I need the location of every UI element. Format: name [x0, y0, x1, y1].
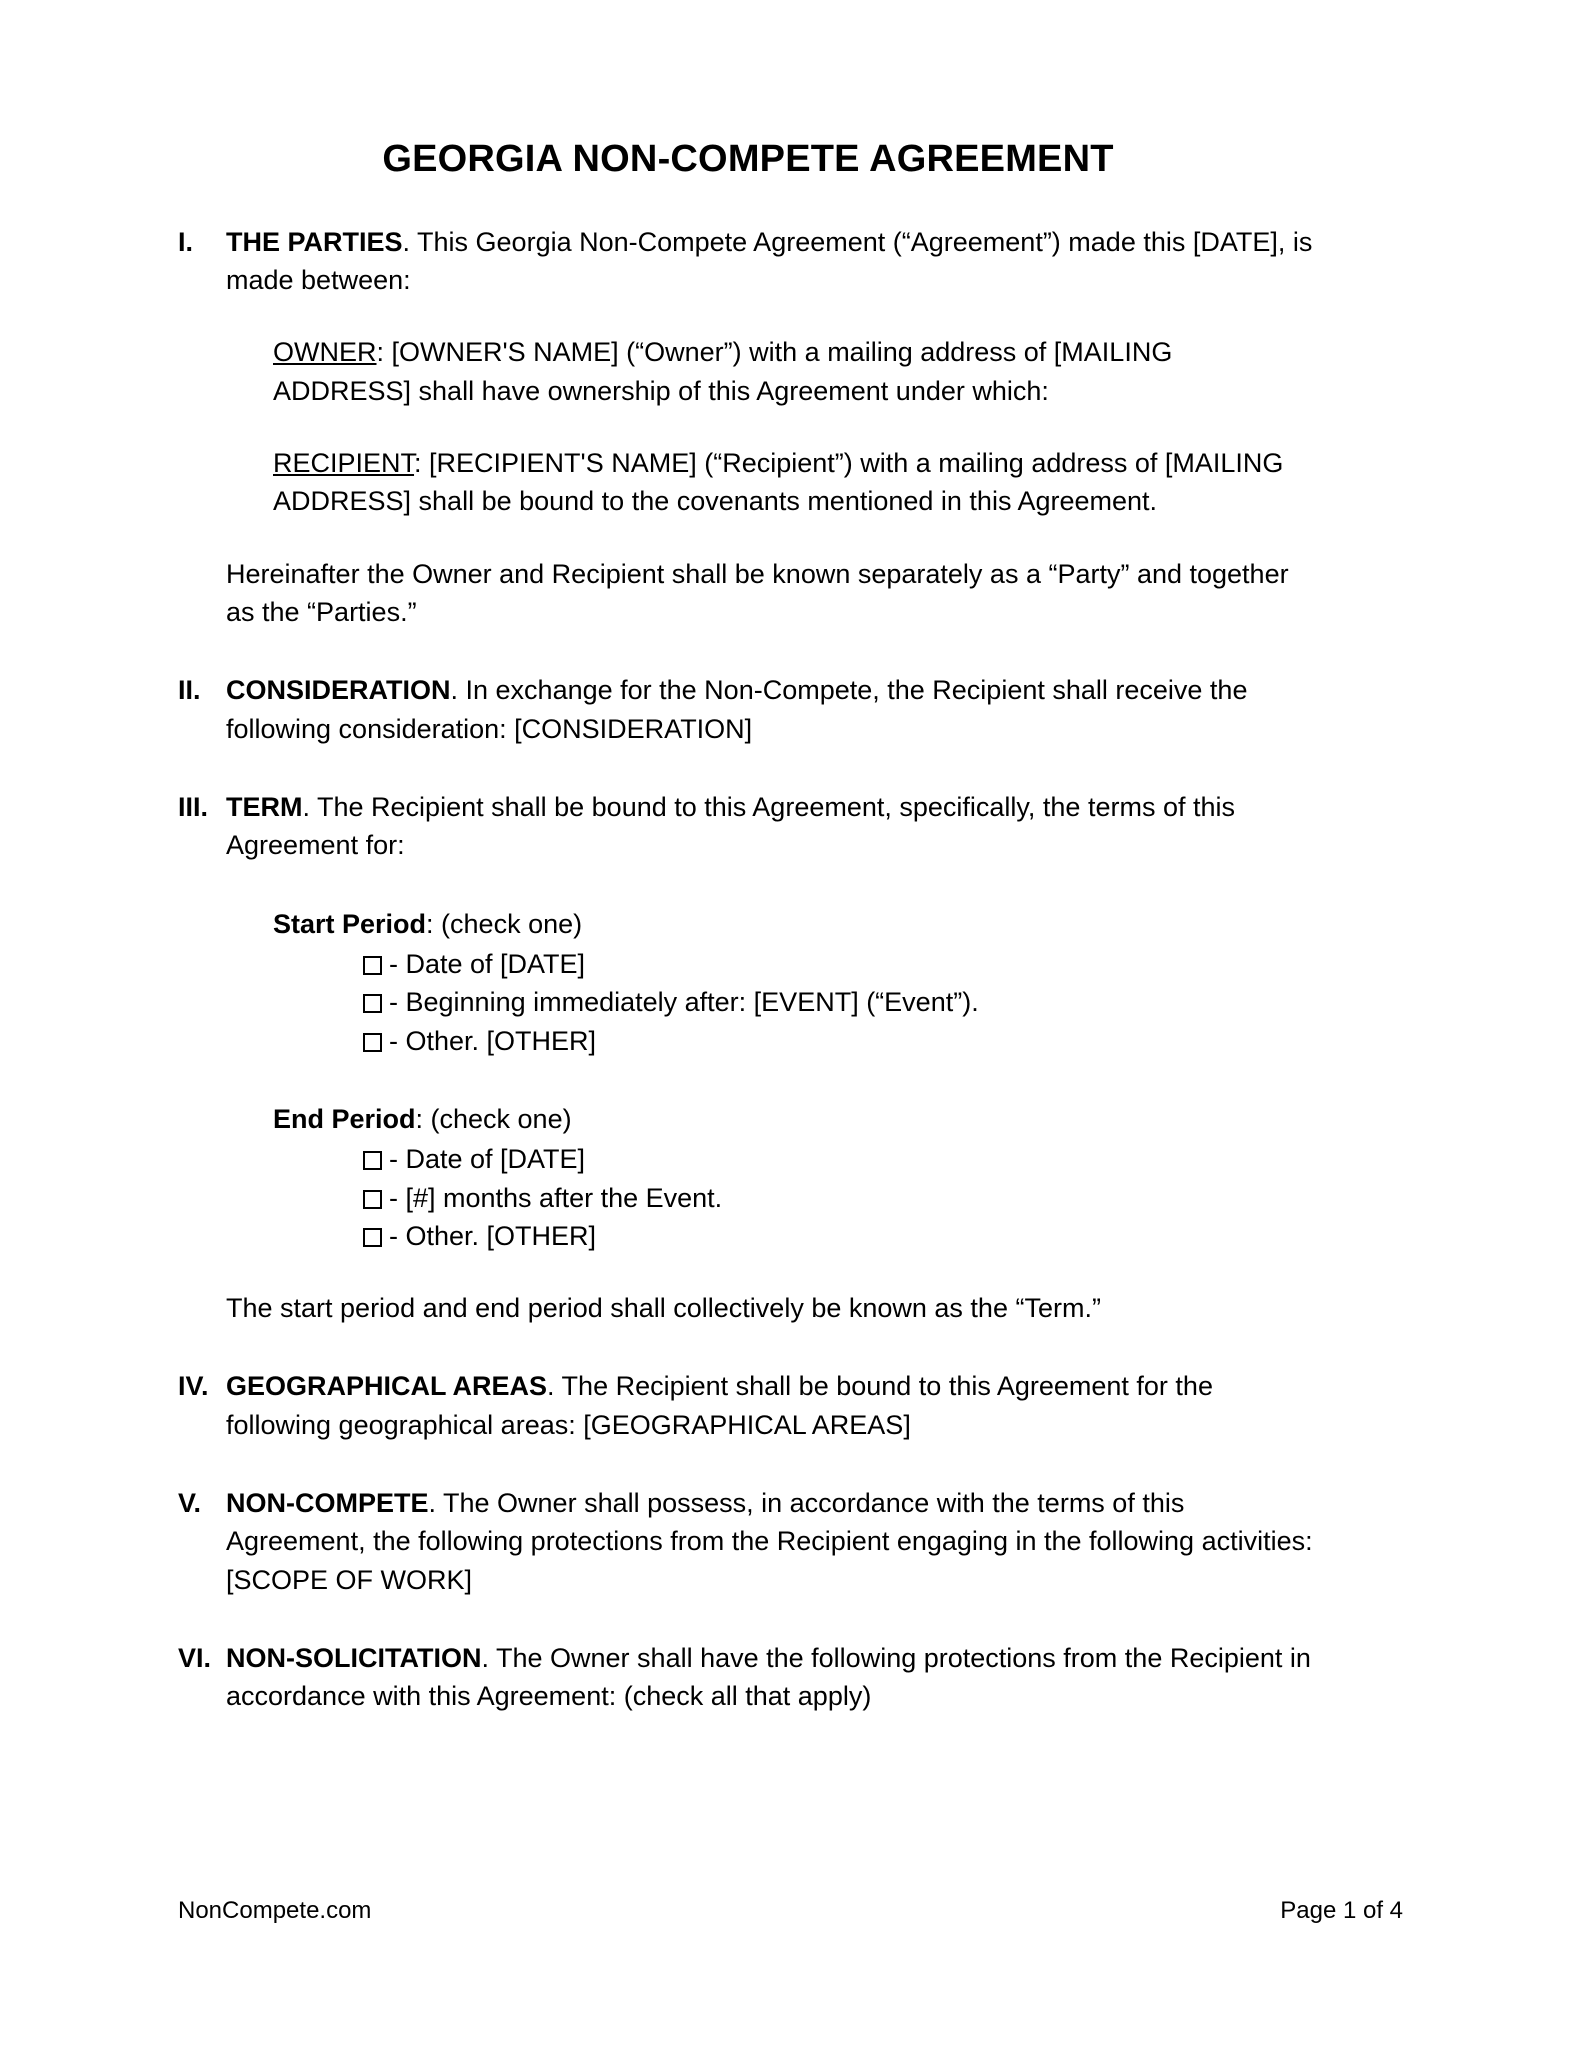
clause-text-non-solicitation: . The Owner shall have the following protections from the Recipient in accordance with this Agreement: (check all that apply)	[226, 1643, 1311, 1712]
clause-heading-the-parties: THE PARTIES	[226, 226, 403, 257]
end-period-option-other[interactable]	[363, 1217, 1318, 1255]
clause-body-geographical-areas	[226, 1367, 1318, 1444]
party-recipient-paragraph	[273, 444, 1303, 521]
clause-text-the-parties: . This Georgia Non-Compete Agreement (“Agreement”) made this [DATE], is made between:	[226, 226, 1313, 295]
clause-body-non-compete	[226, 1484, 1318, 1599]
clause-heading-term: TERM	[226, 791, 303, 822]
clause-numeral-iv: IV.	[178, 1371, 209, 1402]
clause-heading-non-compete: NON-COMPETE	[226, 1488, 429, 1519]
start-period-heading	[273, 905, 1318, 943]
end-period-label: End Period	[273, 1103, 416, 1134]
hereinafter-paragraph: Hereinafter the Owner and Recipient shall be known separately as a “Party” and together as the “Parties.”	[226, 558, 1289, 627]
start-period-option-date-label: - Date of [DATE]	[389, 948, 586, 979]
checkbox-icon[interactable]	[363, 1151, 382, 1170]
end-period-option-other-label: - Other. [OTHER]	[389, 1220, 597, 1251]
clause-numeral-vi: VI.	[178, 1643, 212, 1674]
start-period-option-other-label: - Other. [OTHER]	[389, 1025, 597, 1056]
clause-the-parties	[178, 223, 1318, 300]
clause-term	[178, 788, 1318, 865]
owner-label: OWNER	[273, 337, 377, 368]
clause-consideration	[178, 671, 1318, 748]
clause-body-non-solicitation	[226, 1639, 1318, 1716]
clause-body-consideration	[226, 671, 1318, 748]
end-period-option-date[interactable]	[363, 1140, 1318, 1178]
clause-non-solicitation	[178, 1639, 1318, 1716]
checkbox-icon[interactable]	[363, 956, 382, 975]
clause-text-consideration: . In exchange for the Non-Compete, the Recipient shall receive the following consideration: [CONSIDERATION]	[226, 675, 1248, 744]
checkbox-icon[interactable]	[363, 1228, 382, 1247]
page-footer	[178, 1895, 1403, 1926]
end-period-group	[273, 1100, 1318, 1255]
checkbox-icon[interactable]	[363, 994, 382, 1013]
clause-heading-geographical-areas: GEOGRAPHICAL AREAS	[226, 1371, 548, 1402]
clause-numeral-i: I.	[178, 226, 194, 257]
checkbox-icon[interactable]	[363, 1033, 382, 1052]
clause-numeral-iii: III.	[178, 791, 209, 822]
page-title: GEORGIA NON-COMPETE AGREEMENT	[382, 138, 1114, 180]
start-period-label: Start Period	[273, 908, 427, 939]
start-period-option-other[interactable]	[363, 1022, 1318, 1060]
checkbox-icon[interactable]	[363, 1190, 382, 1209]
end-period-option-date-label: - Date of [DATE]	[389, 1144, 586, 1175]
clause-text-geographical-areas: . The Recipient shall be bound to this Agreement for the following geographical areas: [GEOGRAPHICAL AREAS]	[226, 1371, 1213, 1440]
recipient-label: RECIPIENT	[273, 447, 415, 478]
end-period-option-months-label: - [#] months after the Event.	[389, 1182, 723, 1213]
start-period-option-event[interactable]	[363, 983, 1318, 1021]
footer-page-number: Page 1 of 4	[1280, 1897, 1403, 1924]
clause-numeral-ii: II.	[178, 675, 201, 706]
recipient-text: : [RECIPIENT'S NAME] (“Recipient”) with a mailing address of [MAILING ADDRESS] shall be bound to the covenants mentioned in this Agreement.	[273, 447, 1284, 517]
clause-non-compete	[178, 1484, 1318, 1599]
start-period-instruction: : (check one)	[426, 908, 583, 939]
clause-heading-consideration: CONSIDERATION	[226, 675, 451, 706]
clause-text-non-compete: . The Owner shall possess, in accordance with the terms of this Agreement, the following protections from the Recipient engaging in the following activities: [SCOPE OF WORK]	[226, 1488, 1313, 1595]
term-closing-paragraph: The start period and end period shall collectively be known as the “Term.”	[226, 1293, 1101, 1324]
end-period-heading	[273, 1100, 1318, 1138]
document-content	[178, 0, 1318, 1716]
end-period-instruction: : (check one)	[415, 1103, 572, 1134]
clause-geographical-areas	[178, 1367, 1318, 1444]
clause-body-the-parties	[226, 223, 1318, 300]
start-period-option-date[interactable]	[363, 945, 1318, 983]
footer-site-name: NonCompete.com	[178, 1897, 372, 1924]
end-period-option-months[interactable]	[363, 1179, 1318, 1217]
party-owner-paragraph	[273, 333, 1303, 410]
start-period-group	[273, 905, 1318, 1060]
clause-numeral-v: V.	[178, 1488, 202, 1519]
clause-body-term	[226, 788, 1318, 865]
owner-text: : [OWNER'S NAME] (“Owner”) with a mailing address of [MAILING ADDRESS] shall have ownership of this Agreement under which:	[273, 337, 1173, 406]
start-period-option-event-label: - Beginning immediately after: [EVENT] (“Event”).	[389, 987, 979, 1018]
clause-heading-non-solicitation: NON-SOLICITATION	[226, 1643, 482, 1674]
clause-text-term: . The Recipient shall be bound to this Agreement, specifically, the terms of this Agreement for:	[226, 791, 1235, 861]
